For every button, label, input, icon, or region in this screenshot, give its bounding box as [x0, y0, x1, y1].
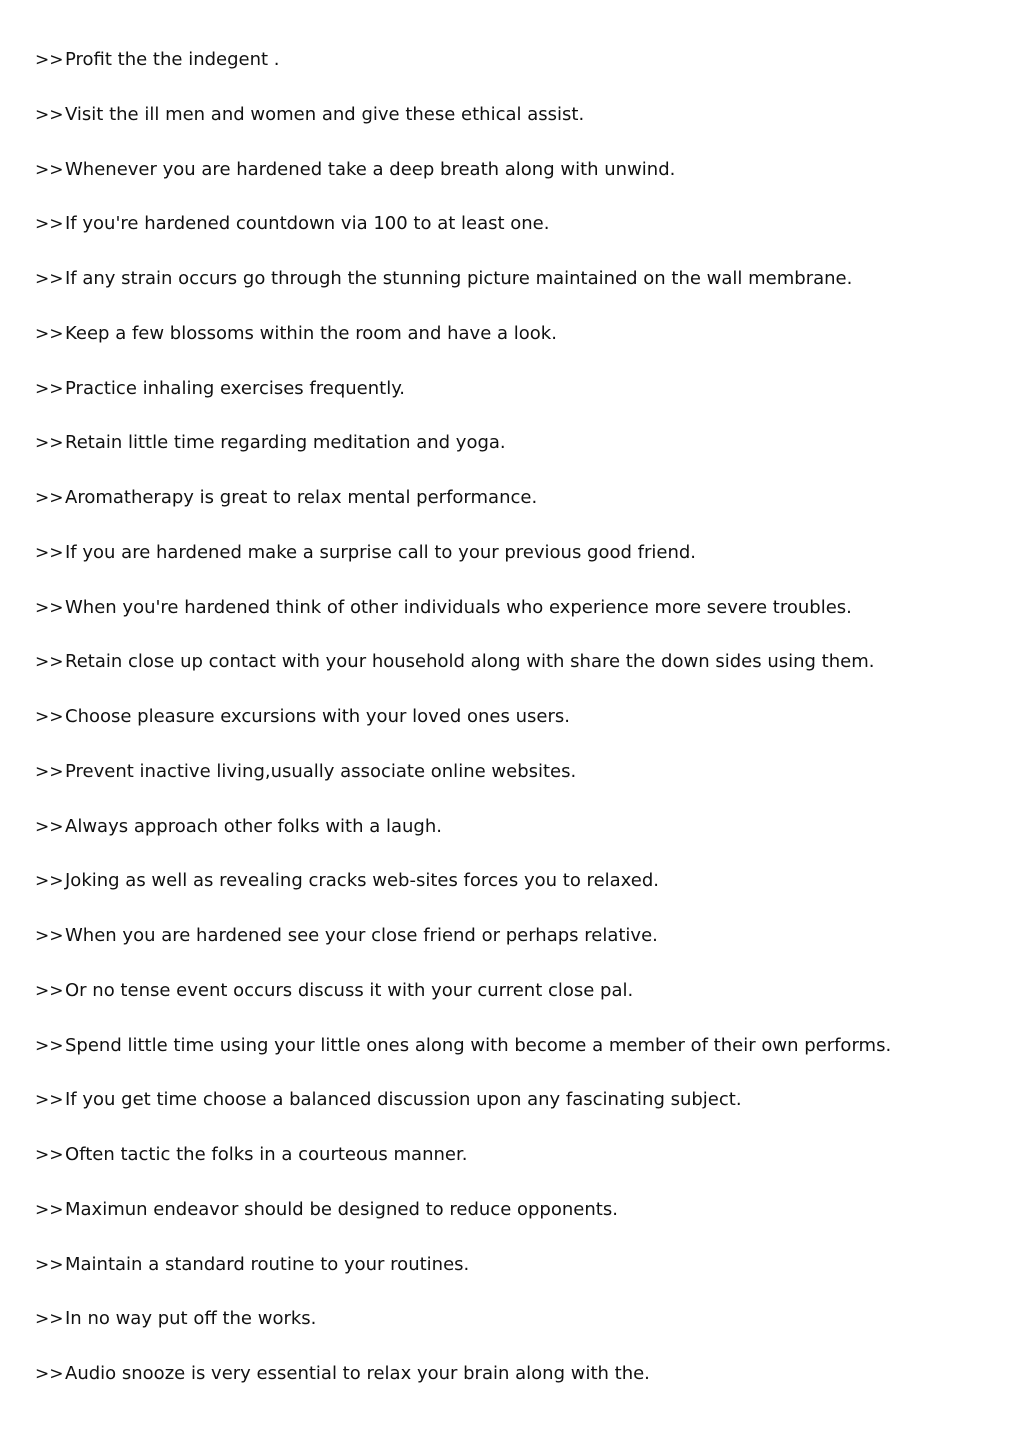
tip-text: Maintain a standard routine to your routines. [65, 1253, 470, 1275]
tip-item [35, 376, 995, 431]
bullet-marker: >> [35, 1035, 64, 1056]
tip-item [35, 595, 995, 650]
bullet-marker: >> [35, 488, 64, 508]
tip-item [35, 649, 995, 704]
bullet-marker: >> [35, 980, 64, 1001]
bullet-marker: >> [35, 816, 64, 837]
bullet-marker: >> [35, 926, 64, 946]
tip-item [35, 978, 995, 1033]
bullet-marker: >> [35, 597, 64, 618]
bullet-marker: >> [35, 50, 64, 70]
tip-item [35, 266, 995, 321]
tip-text: Audio snooze is very essential to relax your brain along with the. [65, 1363, 650, 1384]
tip-text: Retain little time regarding meditation and yoga. [65, 432, 506, 454]
tips-list [35, 47, 995, 1416]
bullet-marker: >> [35, 104, 64, 125]
tip-text: Aromatherapy is great to relax mental performance. [65, 487, 538, 508]
tip-text: In no way put off the works. [65, 1308, 317, 1330]
tip-text: Choose pleasure excursions with your loved ones users. [65, 706, 570, 727]
tip-text: Visit the ill men and women and give these ethical assist. [65, 103, 585, 125]
tip-text: When you are hardened see your close friend or perhaps relative. [65, 925, 658, 946]
bullet-marker: >> [35, 542, 64, 563]
bullet-marker: >> [35, 652, 64, 673]
bullet-marker: >> [35, 159, 64, 180]
tip-text: When you're hardened think of other individuals who experience more severe troubles. [65, 596, 852, 618]
tip-item [35, 1087, 995, 1142]
tip-item [35, 47, 995, 102]
tip-item [35, 923, 995, 978]
tip-text: Or no tense event occurs discuss it with your current close pal. [65, 979, 634, 1001]
tip-text: Practice inhaling exercises frequently. [65, 377, 406, 399]
bullet-marker: >> [35, 1145, 64, 1165]
tip-item [35, 868, 995, 923]
tip-item [35, 1033, 995, 1088]
bullet-marker: >> [35, 761, 64, 782]
bullet-marker: >> [35, 1199, 64, 1220]
tip-item [35, 1361, 995, 1416]
tip-item [35, 157, 995, 212]
tip-text: Profit the the indegent . [65, 49, 280, 70]
tip-item [35, 211, 995, 266]
tip-item [35, 430, 995, 485]
tip-text: Often tactic the folks in a courteous manner. [65, 1144, 468, 1165]
bullet-marker: >> [35, 1364, 64, 1384]
bullet-marker: >> [35, 871, 64, 892]
bullet-marker: >> [35, 214, 64, 235]
tip-item [35, 1252, 995, 1307]
bullet-marker: >> [35, 707, 64, 727]
tip-text: Always approach other folks with a laugh. [65, 815, 442, 837]
tip-item [35, 1142, 995, 1197]
tip-text: If you are hardened make a surprise call to your previous good friend. [65, 541, 697, 563]
tip-text: Retain close up contact with your household along with share the down sides using them. [65, 651, 875, 673]
tip-item [35, 1306, 995, 1361]
tip-text: Spend little time using your little ones along with become a member of their own performs. [65, 1034, 892, 1056]
tip-text: If any strain occurs go through the stunning picture maintained on the wall membrane. [65, 268, 853, 289]
tip-text: If you're hardened countdown via 100 to at least one. [65, 213, 550, 235]
bullet-marker: >> [35, 1254, 64, 1275]
tip-text: Joking as well as revealing cracks web-sites forces you to relaxed. [65, 870, 659, 892]
tip-item [35, 814, 995, 869]
tip-item [35, 540, 995, 595]
bullet-marker: >> [35, 323, 64, 344]
tip-text: Maximun endeavor should be designed to reduce opponents. [65, 1198, 618, 1220]
tip-item [35, 321, 995, 376]
tip-text: Keep a few blossoms within the room and have a look. [65, 322, 557, 344]
bullet-marker: >> [35, 1090, 64, 1111]
bullet-marker: >> [35, 269, 64, 289]
tip-item [35, 759, 995, 814]
tip-item [35, 485, 995, 540]
tip-item [35, 102, 995, 157]
tip-text: If you get time choose a balanced discussion upon any fascinating subject. [65, 1089, 742, 1111]
bullet-marker: >> [35, 378, 64, 399]
tip-item [35, 704, 995, 759]
tip-text: Prevent inactive living,usually associate online websites. [65, 760, 577, 782]
tip-text: Whenever you are hardened take a deep breath along with unwind. [65, 158, 676, 180]
tip-item [35, 1197, 995, 1252]
bullet-marker: >> [35, 433, 64, 454]
bullet-marker: >> [35, 1309, 64, 1330]
